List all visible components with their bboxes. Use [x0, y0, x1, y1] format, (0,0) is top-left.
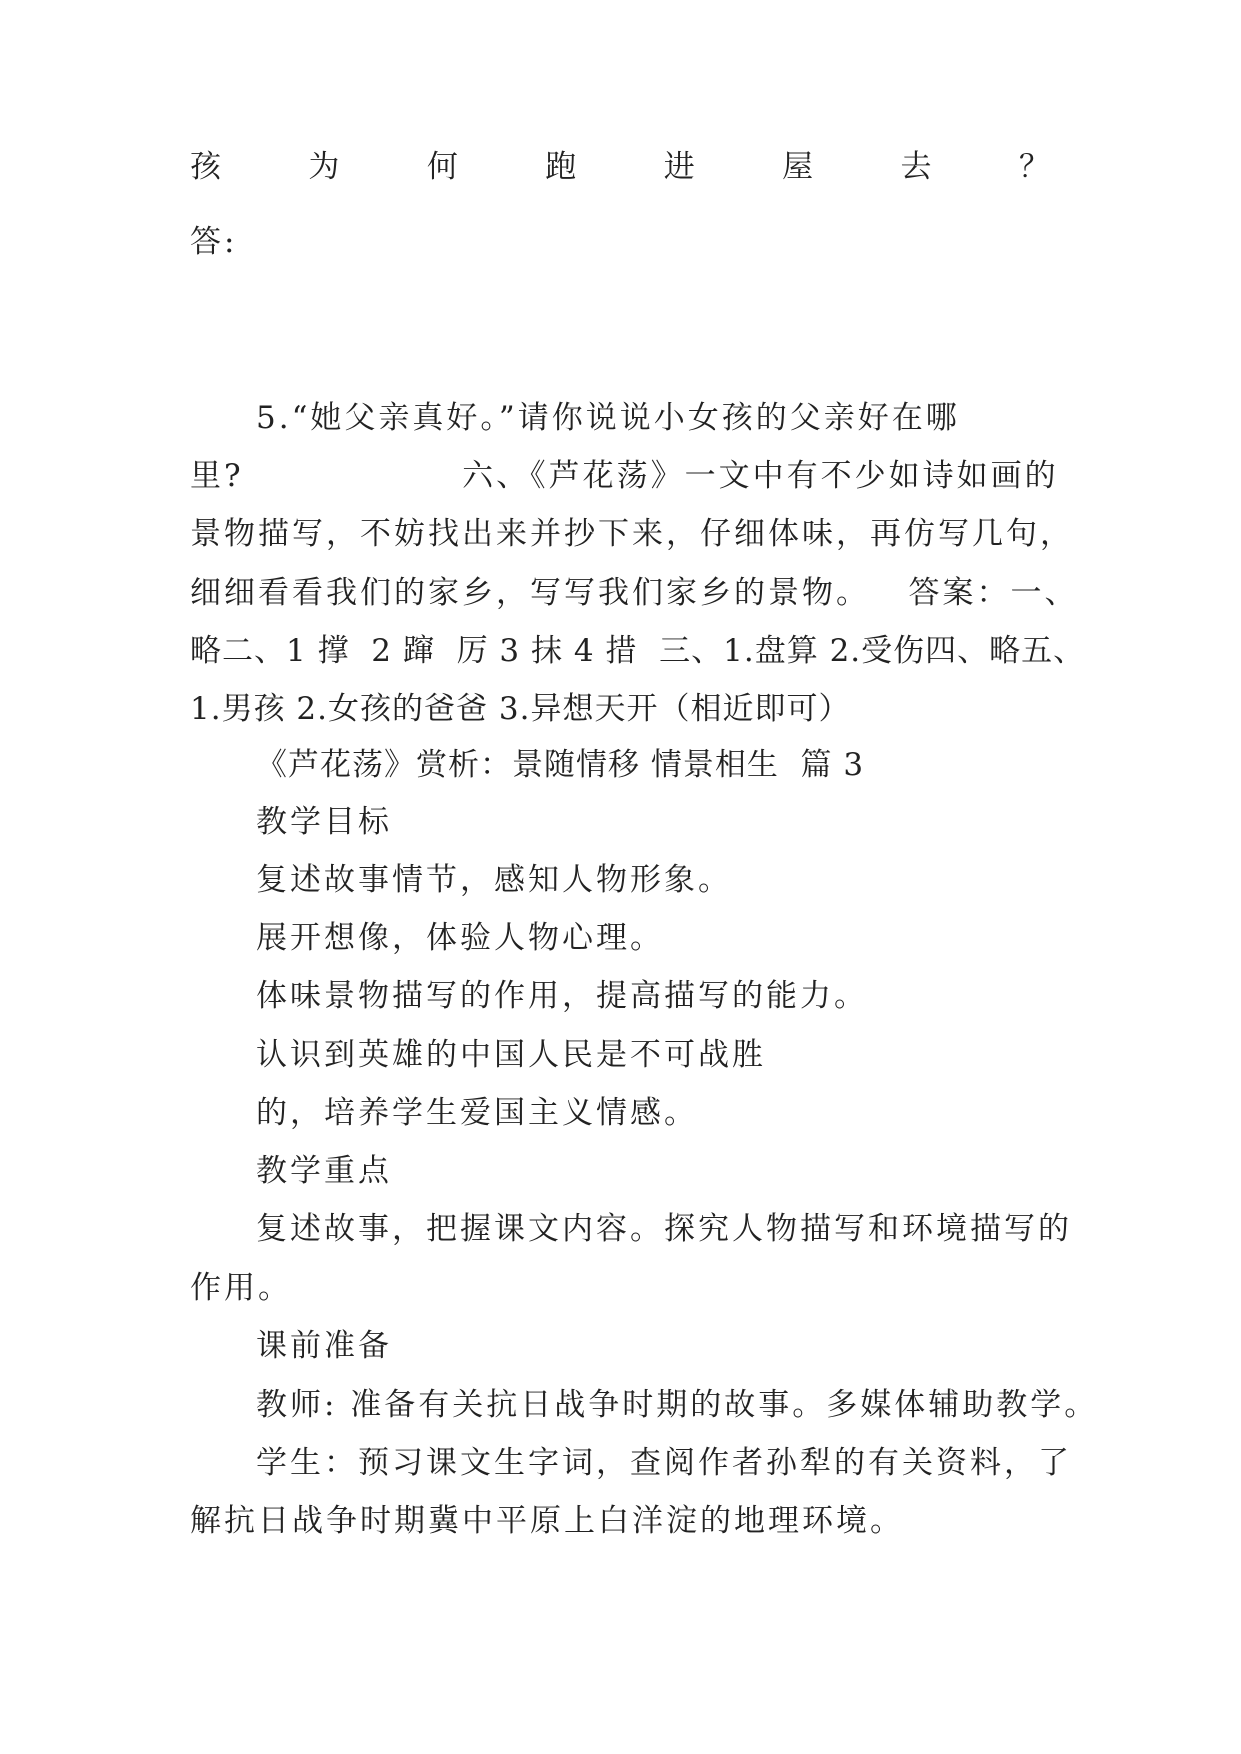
- answers-line-2: 1.男孩 2.女孩的爸爸 3.异想天开（相近即可）: [190, 691, 851, 727]
- prep-heading: 课前准备: [256, 1328, 392, 1364]
- question-4-line: [190, 147, 1050, 187]
- goal-item: 认识到英雄的中国人民是不可战胜: [256, 1037, 766, 1073]
- q4-char: 孩: [190, 149, 221, 185]
- q4-char: 跑: [545, 149, 577, 185]
- goal-item: 体味景物描写的作用，提高描写的能力。: [256, 978, 868, 1014]
- question-5-line-2: 里? 六、《芦花荡》一文中有不少如诗如画的: [190, 458, 1059, 494]
- goal-item: 复述故事情节，感知人物形象。: [256, 862, 732, 898]
- prep-student-line-1: 学生：预习课文生字词，查阅作者孙犁的有关资料，了: [256, 1445, 1072, 1481]
- focus-text-line-1: 复述故事，把握课文内容。探究人物描写和环境描写的: [256, 1211, 1072, 1247]
- focus-heading: 教学重点: [256, 1153, 392, 1189]
- article-title: 《芦花荡》赏析：景随情移 情景相生 篇 3: [256, 747, 865, 783]
- question-5-line-1: 5.“她父亲真好。”请你说说小女孩的父亲好在哪: [256, 400, 960, 436]
- prep-student-line-2: 解抗日战争时期冀中平原上白洋淀的地理环境。: [190, 1503, 904, 1539]
- q4-char: 为: [308, 149, 340, 185]
- q4-char: 何: [426, 149, 458, 185]
- prep-teacher: 教师: 准备有关抗日战争时期的故事。多媒体辅助教学。: [256, 1387, 1099, 1423]
- goal-item-continued: 的，培养学生爱国主义情感。: [256, 1095, 698, 1131]
- goals-heading: 教学目标: [256, 804, 392, 840]
- question-6-line-2: 细细看看我们的家乡，写写我们家乡的景物。 答案：一、: [190, 575, 1079, 611]
- goal-item: 展开想像，体验人物心理。: [256, 920, 664, 956]
- q4-char: 进: [663, 149, 695, 185]
- q4-char: 屋: [782, 149, 814, 185]
- focus-text-line-2: 作用。: [190, 1270, 292, 1306]
- q4-char: ？: [1018, 149, 1050, 185]
- question-6-line-1: 景物描写，不妨找出来并抄下来，仔细体味，再仿写几句，: [190, 516, 1074, 552]
- question-4-answer-label: 答:: [190, 224, 238, 260]
- answers-line-1: 略二、1 撑 2 蹿 厉 3 抹 4 措 三、1.盘算 2.受伤四、略五、: [190, 633, 1086, 669]
- q4-char: 去: [900, 149, 932, 185]
